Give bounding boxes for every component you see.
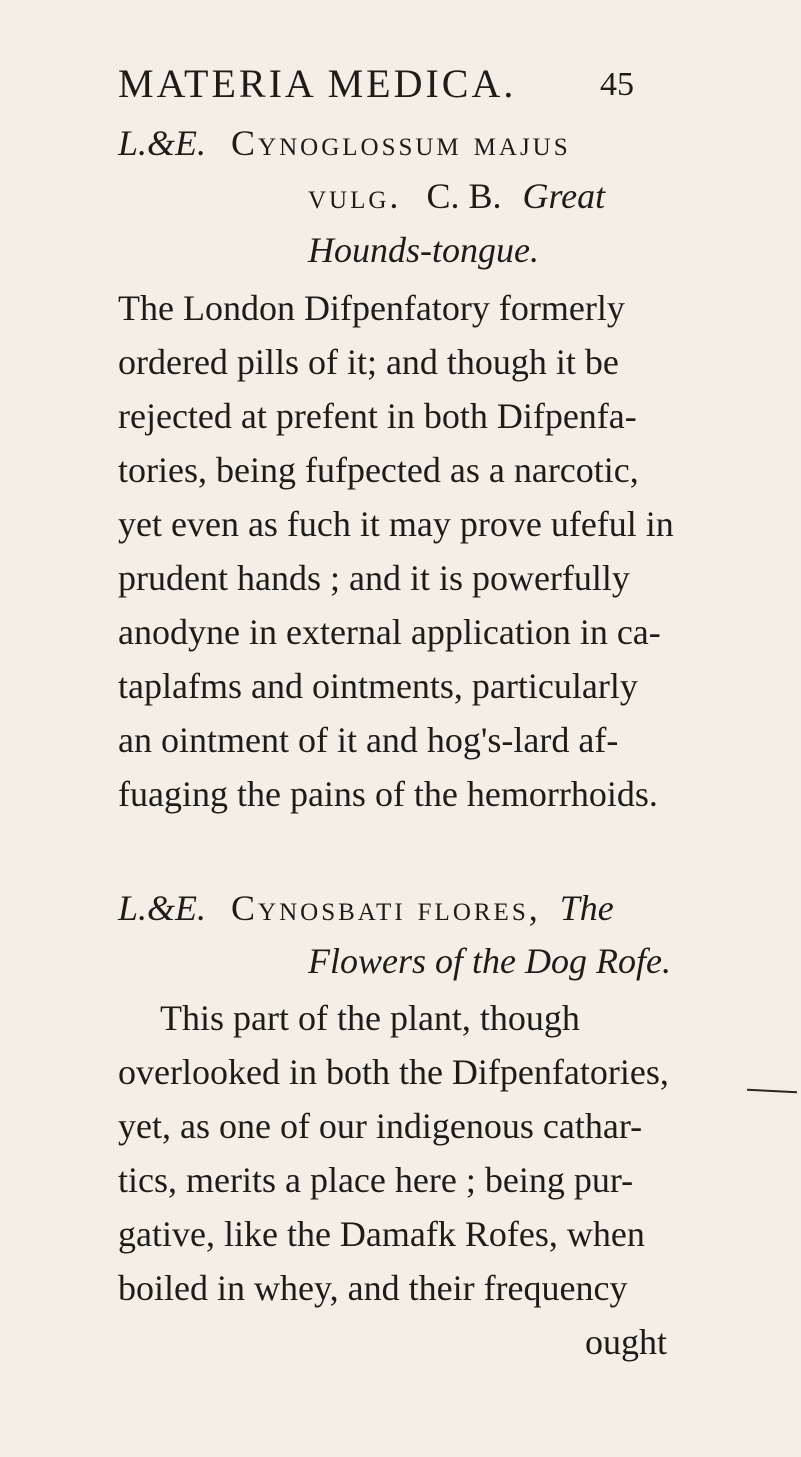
entry1-body-line: prudent hands ; and it is powerfully [118,558,630,598]
entry1-heading-line2 [308,178,605,214]
entry2-marker: L.&E. [118,888,207,928]
entry1-body-line: rejected at prefent in both Difpenfa- [118,396,637,436]
entry2-english-name: The [559,888,614,928]
entry1-english-name: Great [522,176,606,216]
entry1-body-line: an ointment of it and hog's-lard af- [118,720,619,760]
entry1-body-line: fuaging the pains of the hemorrhoids. [118,774,658,814]
entry1-latin-name-cont: vulg. [308,176,402,216]
entry2-body-line: gative, like the Damafk Rofes, when [118,1214,645,1254]
entry1-latin-name: Cynoglossum majus [231,123,571,163]
entry1-body-line: taplafms and ointments, particularly [118,666,638,706]
entry2-body-line: tics, merits a place here ; being pur- [118,1160,634,1200]
entry1-body-line: tories, being fufpected as a narcotic, [118,450,639,490]
entry2-latin-name: Cynosbati flores, [231,888,541,928]
entry2-catchword: ought [585,1322,668,1362]
entry1-body-line: The London Difpenfatory formerly [118,288,625,328]
entry2-heading-line1 [118,890,614,926]
entry2-body-line: boiled in whey, and their frequency [118,1268,628,1308]
entry1-english-name-cont: Hounds-tongue. [308,230,539,270]
margin-ink-mark [747,1089,797,1094]
entry1-heading-line1 [118,125,571,161]
entry2-body-line: yet, as one of our indigenous cathar- [118,1106,643,1146]
entry1-body-line: ordered pills of it; and though it be [118,342,619,382]
entry2-english-name-cont: Flowers of the Dog Rofe. [308,941,671,981]
running-head: MATERIA MEDICA. [118,61,517,106]
entry2-body-line: This part of the plant, though [160,998,580,1038]
entry1-body-line: yet even as fuch it may prove ufeful in [118,504,674,544]
entry1-authority: C. B. [426,176,502,216]
page-number: 45 [600,66,634,103]
entry1-body-line: anodyne in external application in ca- [118,612,661,652]
entry1-marker: L.&E. [118,123,207,163]
entry2-body-line: overlooked in both the Difpenfatories, [118,1052,669,1092]
